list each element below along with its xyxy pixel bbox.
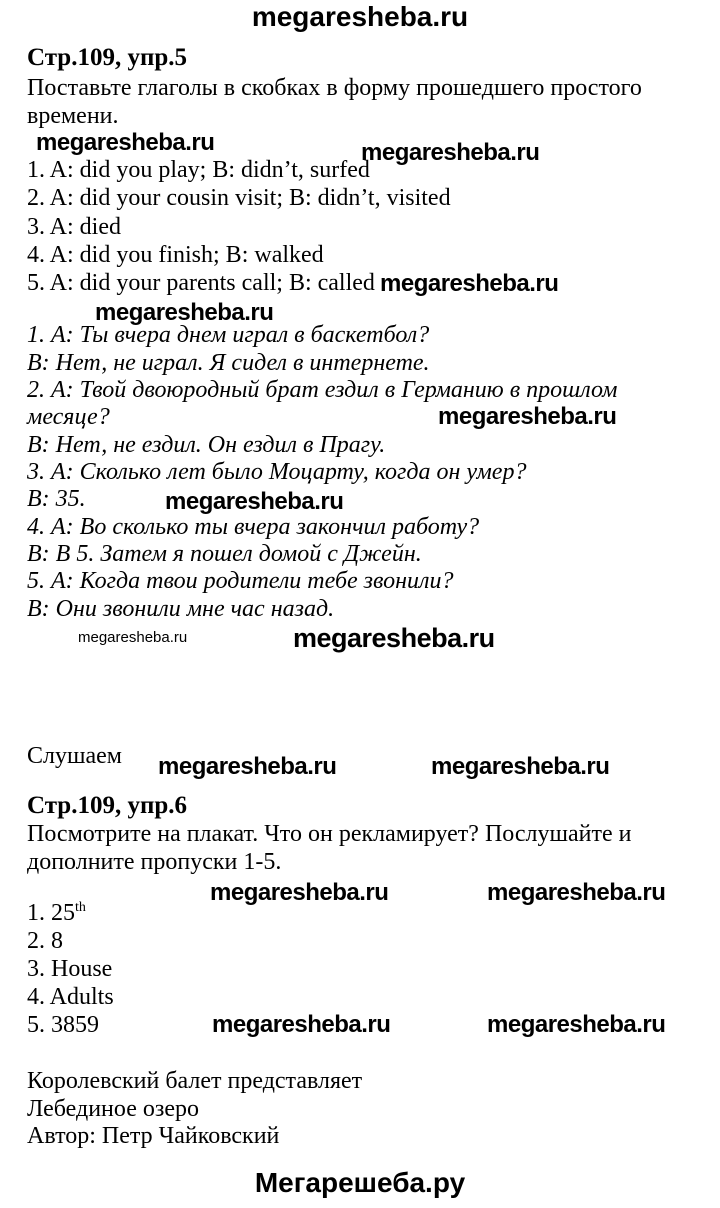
poster-line: Автор: Петр Чайковский — [27, 1123, 280, 1149]
answer-item: 3. A: died — [27, 214, 121, 240]
answer-item: 5. 3859 — [27, 1012, 99, 1038]
answer-item: 2. 8 — [27, 928, 63, 954]
watermark: megaresheba.ru — [165, 488, 344, 515]
answer-item: 5. A: did your parents call; B: called — [27, 270, 375, 296]
watermark: megaresheba.ru — [431, 753, 610, 780]
page-footer-brand: Мегарешеба.ру — [254, 1167, 466, 1198]
translation-line: 1. А: Ты вчера днем играл в баскетбол? — [27, 322, 430, 348]
answer-item: 1. A: did you play; B: didn’t, surfed — [27, 157, 370, 183]
watermark: megaresheba.ru — [212, 1011, 391, 1038]
translation-line: 4. А: Во сколько ты вчера закончил работу? — [27, 514, 480, 540]
watermark: megaresheba.ru — [380, 270, 559, 297]
watermark: megaresheba.ru — [487, 879, 666, 906]
watermark: megaresheba.ru — [36, 129, 215, 156]
listening-label: Слушаем — [27, 743, 122, 769]
answer-item: 2. A: did your cousin visit; B: didn’t, visited — [27, 185, 451, 211]
watermark: megaresheba.ru — [210, 879, 389, 906]
translation-line: 2. А: Твой двоюродный брат ездил в Германию в прошлом — [27, 377, 618, 403]
answer-superscript: th — [75, 900, 86, 915]
answer-item: 3. House — [27, 956, 113, 982]
translation-line: В: В 5. Затем я пошел домой с Джейн. — [27, 541, 422, 567]
translation-line: 5. А: Когда твои родители тебе звонили? — [27, 568, 454, 594]
exercise6-title: Стр.109, упр.6 — [27, 792, 188, 819]
watermark: megaresheba.ru — [361, 139, 540, 166]
watermark: megaresheba.ru — [78, 629, 188, 646]
translation-line: месяце? — [27, 404, 110, 430]
exercise5-title: Стр.109, упр.5 — [27, 44, 188, 71]
answer-item — [27, 899, 86, 927]
translation-line: В: Нет, не играл. Я сидел в интернете. — [27, 350, 430, 376]
poster-line: Королевский балет представляет — [27, 1068, 363, 1094]
answer-text: 1. 25 — [27, 900, 75, 926]
exercise6-task-line1: Посмотрите на плакат. Что он рекламирует? Послушайте и — [27, 821, 632, 847]
poster-line: Лебединое озеро — [27, 1096, 199, 1122]
translation-line: В: Нет, не ездил. Он ездил в Прагу. — [27, 432, 386, 458]
answer-item: 4. A: did you finish; B: walked — [27, 242, 324, 268]
exercise5-task-line2: времени. — [27, 103, 119, 129]
translation-line: 3. А: Сколько лет было Моцарту, когда он умер? — [27, 459, 527, 485]
exercise5-task-line1: Поставьте глаголы в скобках в форму прошедшего простого — [27, 75, 642, 101]
answer-item: 4. Adults — [27, 984, 114, 1010]
watermark: megaresheba.ru — [158, 753, 337, 780]
watermark: megaresheba.ru — [487, 1011, 666, 1038]
watermark: megaresheba.ru — [293, 623, 495, 653]
exercise6-task-line2: дополните пропуски 1-5. — [27, 849, 282, 875]
watermark: megaresheba.ru — [95, 299, 274, 326]
site-header-watermark: megaresheba.ru — [251, 1, 469, 32]
translation-line: В: 35. — [27, 486, 86, 512]
watermark: megaresheba.ru — [438, 403, 617, 430]
translation-line: В: Они звонили мне час назад. — [27, 596, 335, 622]
